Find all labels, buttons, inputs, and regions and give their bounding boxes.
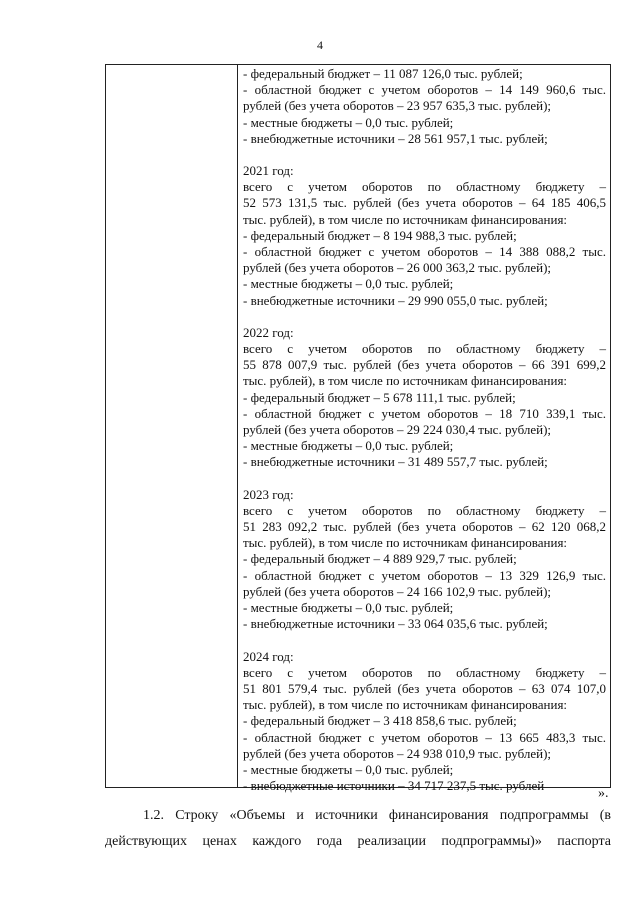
year-line-sources: тыс. рублей), в том числе по источникам финансирования: <box>243 211 568 227</box>
year-heading: 2021 год: <box>243 163 294 179</box>
year-line-offbudget: - внебюджетные источники – 33 064 035,6 тыс. рублей; <box>243 616 548 632</box>
year-line-total: всего с учетом оборотов по областному бюджету – <box>243 341 606 357</box>
year-line-offbudget: - внебюджетные источники – 29 990 055,0 тыс. рублей; <box>243 292 548 308</box>
year-line-local: - местные бюджеты – 0,0 тыс. рублей; <box>243 438 454 454</box>
year-line-federal: - федеральный бюджет – 8 194 988,3 тыс. рублей; <box>243 227 517 243</box>
paragraph-line-2: действующих ценах каждого года реализации подпрограммы)» паспорта <box>105 834 611 849</box>
year-line-offbudget: - внебюджетные источники – 31 489 557,7 тыс. рублей; <box>243 454 548 470</box>
closing-quote: ». <box>598 786 609 801</box>
year-line-local: - местные бюджеты – 0,0 тыс. рублей; <box>243 276 454 292</box>
year-line-sources: тыс. рублей), в том числе по источникам финансирования: <box>243 535 568 551</box>
year-line-regional-cont: рублей (без учета оборотов – 26 000 363,2 тыс. рублей); <box>243 260 552 276</box>
year-line-regional: - областной бюджет с учетом оборотов – 13 329 126,9 тыс. <box>243 567 606 583</box>
year-line-sources: тыс. рублей), в том числе по источникам финансирования: <box>243 373 568 389</box>
table-column-divider <box>237 65 238 787</box>
year-line-regional-cont: рублей (без учета оборотов – 29 224 030,4 тыс. рублей); <box>243 422 552 438</box>
year-line-regional-cont: рублей (без учета оборотов – 24 938 010,9 тыс. рублей); <box>243 745 552 761</box>
year-heading: 2024 год: <box>243 648 294 664</box>
year-line-regional-cont: рублей (без учета оборотов – 24 166 102,9 тыс. рублей); <box>243 583 552 599</box>
year-line-federal: - федеральный бюджет – 4 889 929,7 тыс. рублей; <box>243 551 517 567</box>
year-line-total: всего с учетом оборотов по областному бюджету – <box>243 502 606 518</box>
intro-block <box>243 66 606 147</box>
page-number: 4 <box>317 38 323 52</box>
year-line-regional: - областной бюджет с учетом оборотов – 18 710 339,1 тыс. <box>243 405 606 421</box>
year-line-total: всего с учетом оборотов по областному бюджету – <box>243 179 606 195</box>
budget-table-content <box>243 66 606 794</box>
year-line-offbudget: - внебюджетные источники – 34 717 237,5 тыс. рублей <box>243 778 545 794</box>
year-line-total-cont: 55 878 007,9 тыс. рублей (без учета оборотов – 66 391 699,2 <box>243 357 606 373</box>
year-block-2023 <box>243 487 606 633</box>
year-line-regional: - областной бюджет с учетом оборотов – 13 665 483,3 тыс. <box>243 729 606 745</box>
year-block-2021 <box>243 163 606 309</box>
intro-line-federal: - федеральный бюджет – 11 087 126,0 тыс. рублей; <box>243 66 523 81</box>
year-line-regional: - областной бюджет с учетом оборотов – 14 388 088,2 тыс. <box>243 244 606 260</box>
year-line-total-cont: 51 801 579,4 тыс. рублей (без учета оборотов – 63 074 107,0 <box>243 680 606 696</box>
year-line-federal: - федеральный бюджет – 5 678 111,1 тыс. рублей; <box>243 389 516 405</box>
year-heading: 2022 год: <box>243 324 294 340</box>
budget-table <box>105 64 611 794</box>
year-line-sources: тыс. рублей), в том числе по источникам финансирования: <box>243 697 568 713</box>
intro-line-regional-cont: рублей (без учета оборотов – 23 957 635,3 тыс. рублей); <box>243 98 552 114</box>
year-line-local: - местные бюджеты – 0,0 тыс. рублей; <box>243 600 454 616</box>
paragraph-line-1: 1.2. Строку «Объемы и источники финансирования подпрограммы (в <box>143 808 611 823</box>
year-block-2024 <box>243 649 606 795</box>
year-line-total-cont: 52 573 131,5 тыс. рублей (без учета оборотов – 64 185 406,5 <box>243 195 606 211</box>
intro-line-regional: - областной бюджет с учетом оборотов – 14 149 960,6 тыс. <box>243 82 606 98</box>
intro-line-local: - местные бюджеты – 0,0 тыс. рублей; <box>243 114 454 130</box>
year-line-federal: - федеральный бюджет – 3 418 858,6 тыс. рублей; <box>243 713 517 729</box>
intro-line-offbudget: - внебюджетные источники – 28 561 957,1 тыс. рублей; <box>243 130 548 146</box>
year-block-2022 <box>243 325 606 471</box>
year-heading: 2023 год: <box>243 486 294 502</box>
year-line-total-cont: 51 283 092,2 тыс. рублей (без учета оборотов – 62 120 068,2 <box>243 519 606 535</box>
year-line-total: всего с учетом оборотов по областному бюджету – <box>243 664 606 680</box>
year-line-local: - местные бюджеты – 0,0 тыс. рублей; <box>243 761 454 777</box>
